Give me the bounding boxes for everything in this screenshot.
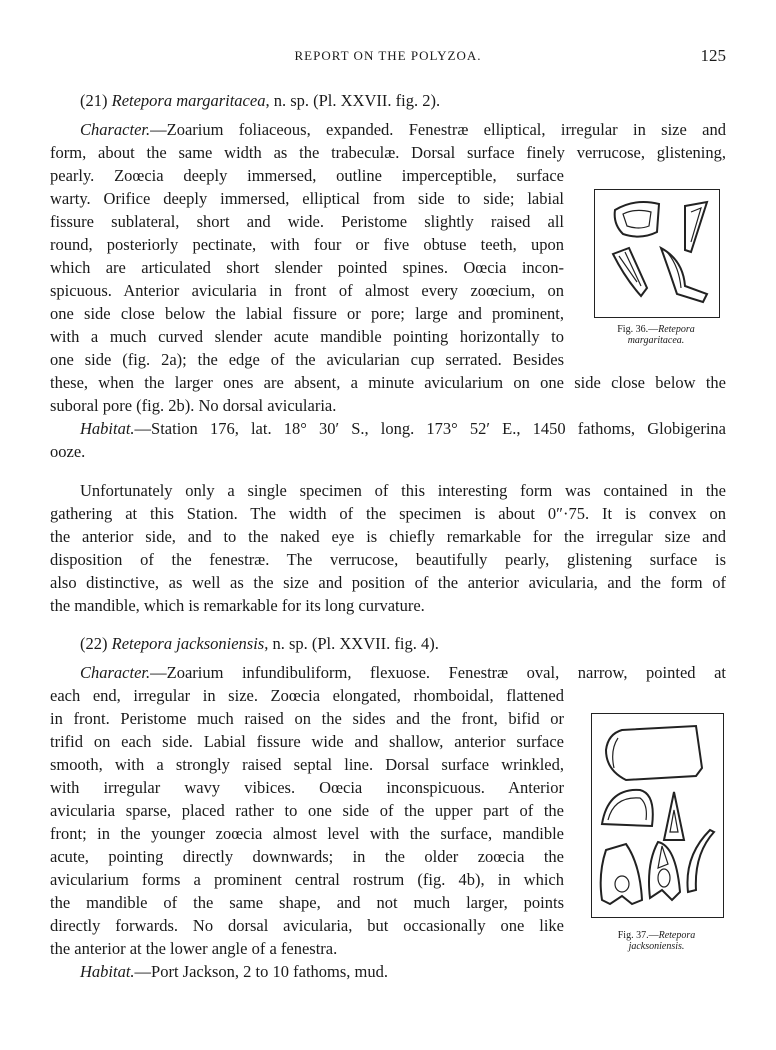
figure-species: jacksoniensis.: [628, 941, 685, 952]
zooecium-outline: [615, 202, 659, 237]
paragraph-line: smooth, with a strongly raised septal line. Dorsal surface wrinkled,: [50, 755, 564, 774]
figure-37-illustration: [592, 714, 723, 917]
figure-36: [594, 189, 720, 318]
horned-avicularium-pore: [615, 876, 629, 892]
figure-36-illustration: [595, 190, 719, 317]
species-number: (22): [80, 634, 108, 653]
avicularium-triangle-inner: [670, 810, 678, 832]
species-heading-21: [80, 91, 440, 111]
discussion-line: Unfortunately only a single specimen of this interesting form was contained in the: [80, 481, 726, 500]
paragraph-line: suboral pore (fig. 2b). No dorsal avicularia.: [50, 396, 337, 415]
paragraph-line: each end, irregular in size. Zoœcia elongated, rhomboidal, flattened: [50, 686, 564, 705]
paragraph-line: fissure sublateral, short and wide. Peristome slightly raised all: [50, 212, 564, 231]
running-title: REPORT ON THE POLYZOA.: [294, 48, 482, 63]
paragraph-line: with irregular wavy vibices. Oœcia inconspicuous. Anterior: [50, 778, 564, 797]
species-name: Retepora jacksoniensis: [111, 634, 265, 653]
central-avicularium: [649, 842, 680, 900]
paragraph-line: front; in the younger zoœcia almost level with the surface, mandible: [50, 824, 564, 843]
orifice-d-inner: [608, 798, 646, 820]
paragraph-line: directly forwards. No dorsal avicularia, but occasionally one like: [50, 916, 564, 935]
species-suffix: , n. sp. (Pl. XXVII. fig. 4).: [264, 634, 439, 653]
paragraph-line: one side close below the labial fissure or pore; large and prominent,: [50, 304, 564, 323]
paragraph-line: the mandible of the same shape, and not much larger, points: [50, 893, 564, 912]
paragraph-line: acute, pointing directly downwards; in the older zoœcia the: [50, 847, 564, 866]
discussion-line: the mandible, which is remarkable for its long curvature.: [50, 596, 425, 615]
hooked-mandible: [687, 830, 714, 892]
central-avicularium-pore: [658, 869, 670, 887]
paragraph-line: pearly. Zoœcia deeply immersed, outline imperceptible, surface: [50, 166, 564, 185]
species-number: (21): [80, 91, 108, 110]
character-label: Character.: [80, 663, 151, 682]
habitat-label: Habitat.: [80, 419, 135, 438]
discussion-line: also distinctive, as well as the size and position of the anterior avicularia, and the form of: [50, 573, 726, 592]
habitat-line: ooze.: [50, 442, 86, 461]
discussion-line: disposition of the fenestræ. The verrucose, beautifully pearly, glistening surface is: [50, 550, 726, 569]
species-suffix: , n. sp. (Pl. XXVII. fig. 2).: [265, 91, 441, 110]
figure-label: Fig. 36.—: [617, 324, 659, 335]
paragraph-line: form, about the same width as the trabeculæ. Dorsal surface finely verrucose, glistening,: [50, 143, 726, 162]
paragraph-line: Character.—Zoarium infundibuliform, flexuose. Fenestræ oval, narrow, pointed at: [80, 663, 726, 682]
avicularium-triangle: [664, 792, 684, 840]
habitat-line: Habitat.—Station 176, lat. 18° 30′ S., long. 173° 52′ E., 1450 fathoms, Globigerina: [80, 419, 726, 438]
orifice-d-shape: [602, 790, 653, 826]
paragraph-line: spicuous. Anterior avicularia in front of almost every zoœcium, on: [50, 281, 564, 300]
species-heading-22: [80, 634, 439, 654]
paragraph-line: Character.—Zoarium foliaceous, expanded. Fenestræ elliptical, irregular in size and: [80, 120, 726, 139]
orifice-outline: [623, 210, 651, 228]
habitat-label: Habitat.: [80, 962, 135, 981]
running-head: [50, 46, 726, 68]
central-avicularium-tip: [658, 846, 668, 868]
paragraph-line: avicularium forms a prominent central rostrum (fig. 4b), in which: [50, 870, 564, 889]
figure-genus: Retepora: [658, 930, 696, 941]
habitat-line: Habitat.—Port Jackson, 2 to 10 fathoms, mud.: [80, 962, 388, 981]
paragraph-line: the anterior at the lower angle of a fenestra.: [50, 939, 338, 958]
figure-genus: Retepora: [658, 324, 695, 335]
horned-avicularium: [601, 844, 642, 904]
zooecium-rect: [606, 726, 702, 780]
paragraph-line: which are articulated short slender pointed spines. Oœcia incon-: [50, 258, 564, 277]
figure-species: margaritacea.: [627, 335, 685, 346]
discussion-line: the anterior side, and to the naked eye is chiefly remarkable for the irregular size and: [50, 527, 726, 546]
paragraph-line: round, posteriorly pectinate, with four or five obtuse teeth, upon: [50, 235, 564, 254]
figure-label: Fig. 37.—: [617, 930, 659, 941]
species-name: Retepora margaritacea: [111, 91, 266, 110]
figure-37: [591, 713, 724, 918]
paragraph-line: in front. Peristome much raised on the sides and the front, bifid or: [50, 709, 564, 728]
paragraph-line: warty. Orifice deeply immersed, elliptical from side to side; labial: [50, 189, 564, 208]
curved-mandible: [661, 248, 707, 302]
paragraph-line: trifid on each side. Labial fissure wide and shallow, anterior surface: [50, 732, 564, 751]
discussion-line: gathering at this Station. The width of the specimen is about 0″·75. It is convex on: [50, 504, 726, 523]
figure-37-caption: [591, 930, 722, 952]
paragraph-line: one side (fig. 2a); the edge of the avicularian cup serrated. Besides: [50, 350, 564, 369]
paragraph-line: avicularia sparse, placed rather to one side of the upper part of the: [50, 801, 564, 820]
paragraph-line: these, when the larger ones are absent, a minute avicularium on one side close below the: [50, 373, 726, 392]
page-number: 125: [700, 46, 726, 65]
figure-36-caption: [594, 324, 718, 346]
paragraph-line: with a much curved slender acute mandible pointing horizontally to: [50, 327, 564, 346]
character-label: Character.: [80, 120, 151, 139]
zooecium-rect-inner: [613, 738, 618, 768]
